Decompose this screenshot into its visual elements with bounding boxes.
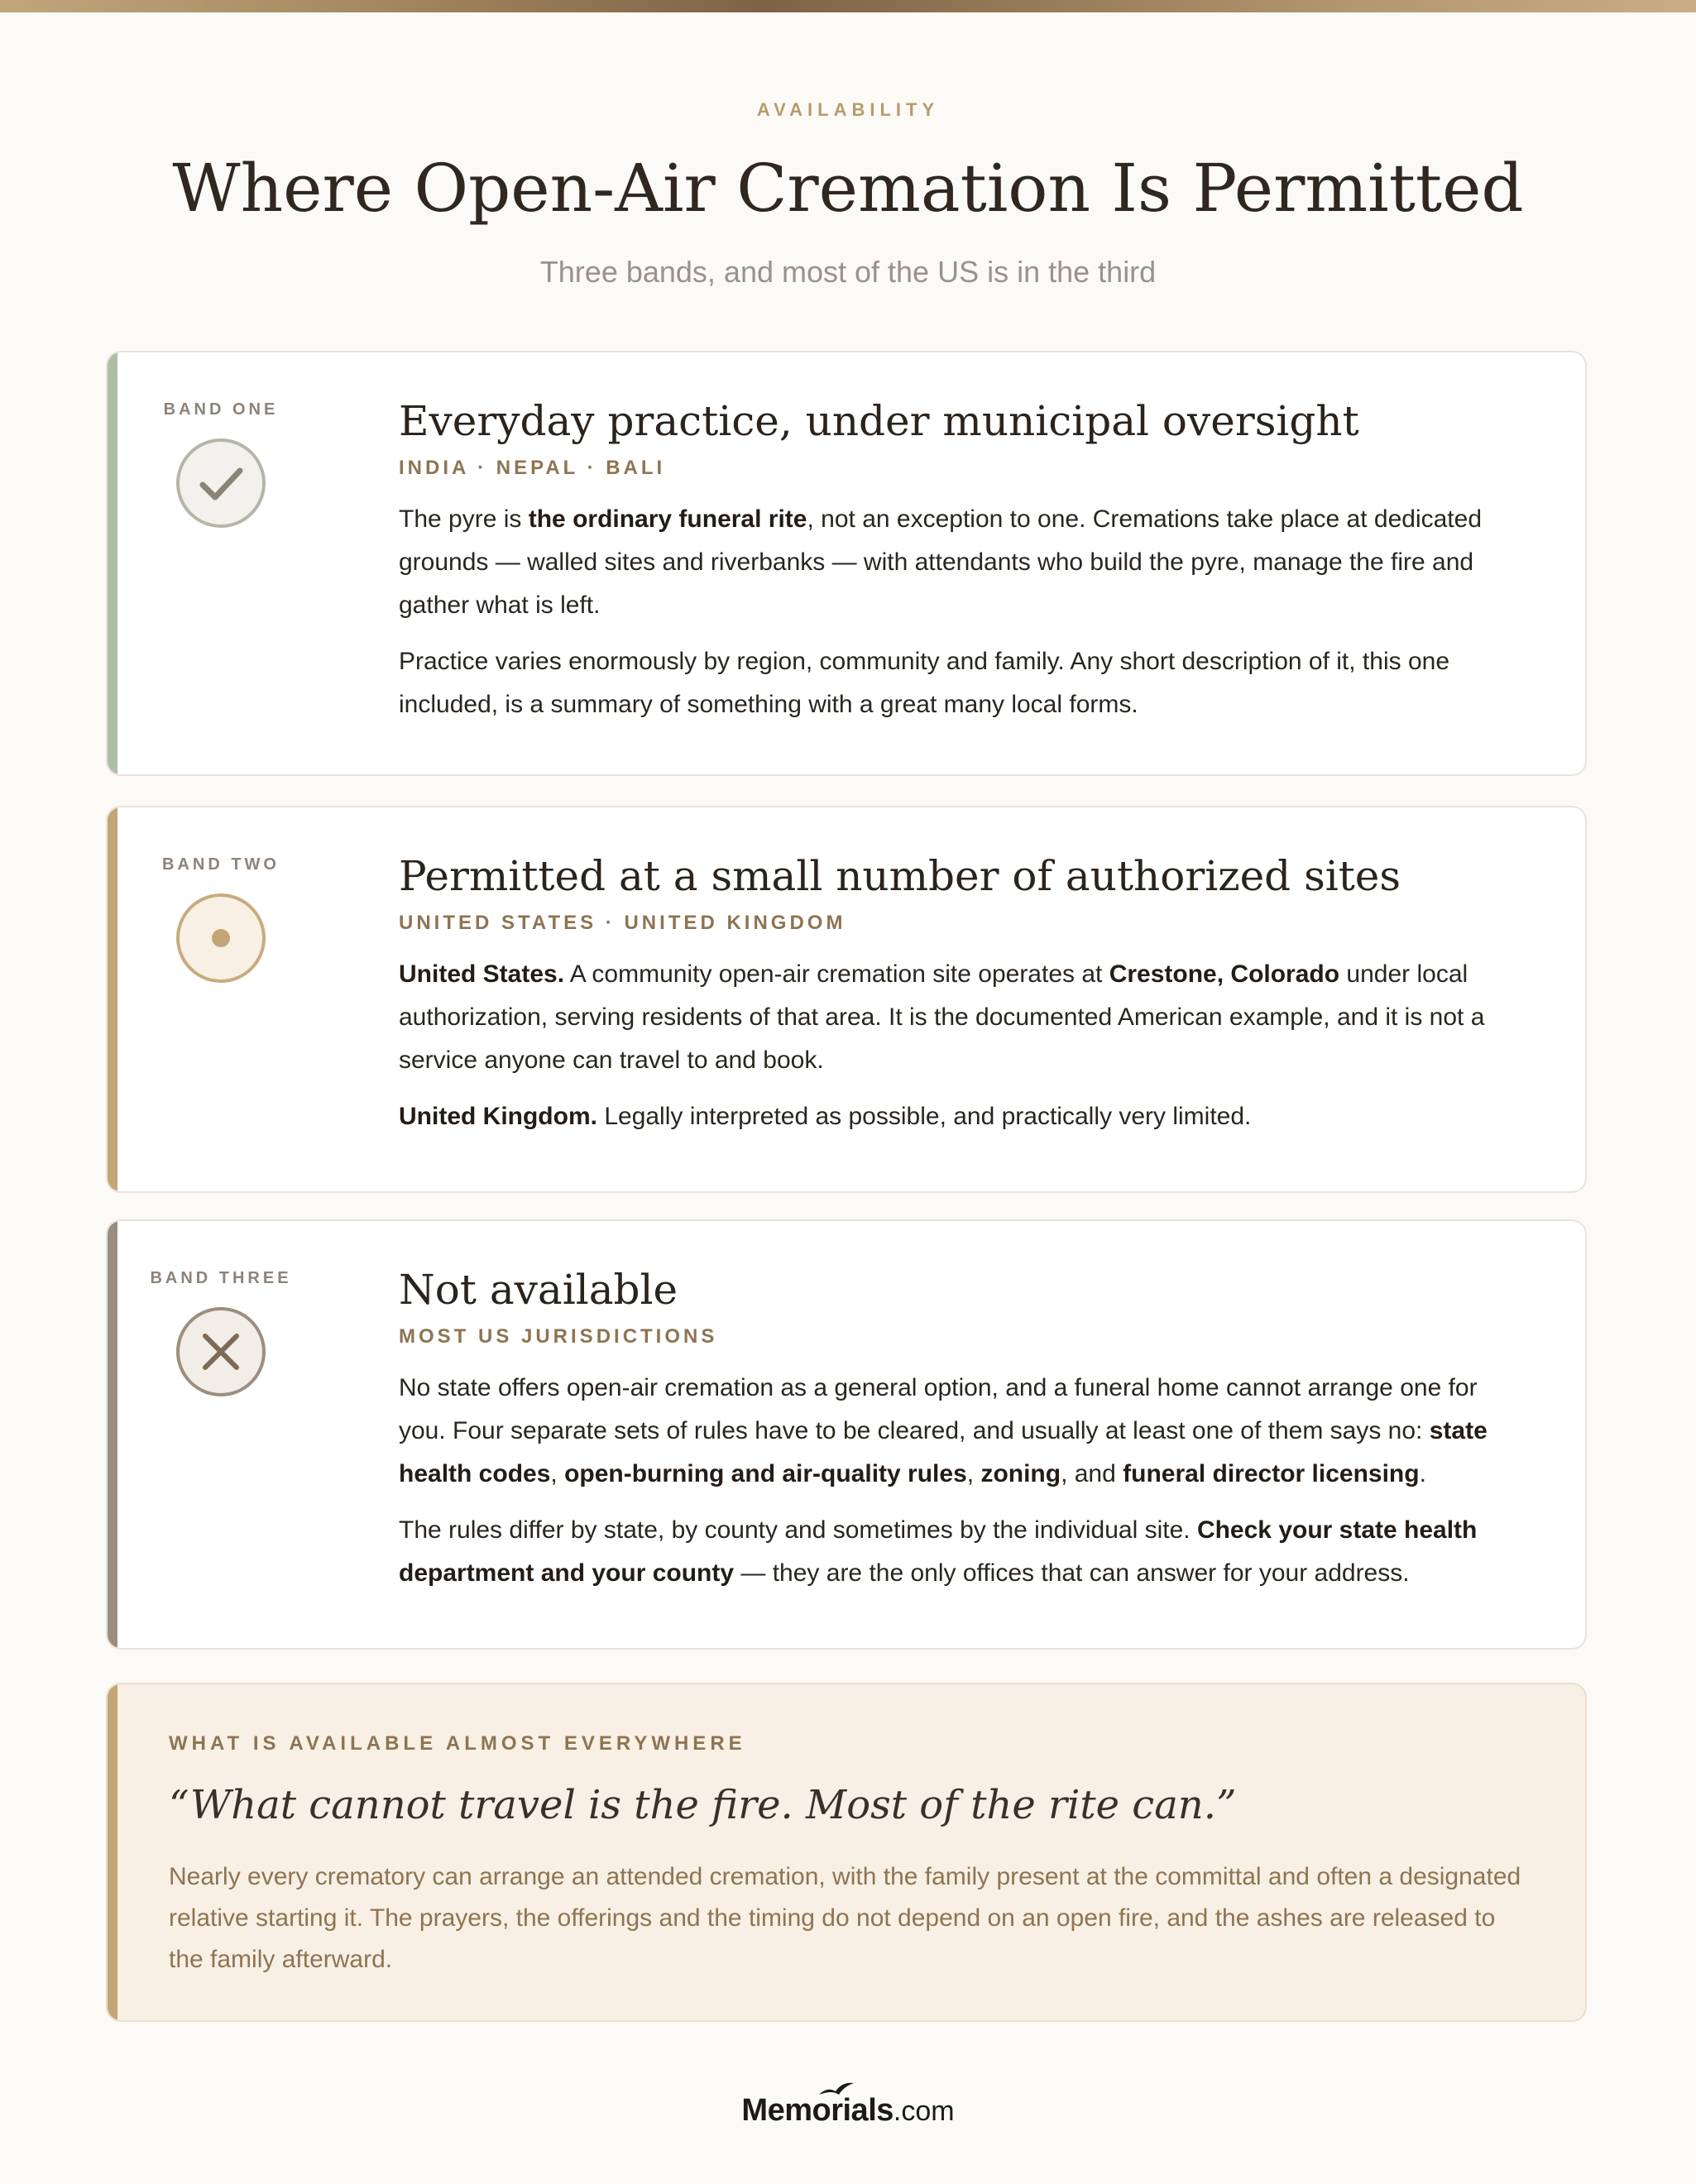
band-one-content: [399, 394, 1494, 726]
band-paragraph: No state offers open-air cremation as a general option, and a funeral home cannot arrange one for you. Four separate sets of rules have to be cleared, and usually at least one of them says no: state health codes, open-burning and air-quality rules, zoning, and funeral director licensing.: [399, 1374, 1488, 1487]
note-quote: “What cannot travel is the fire. Most of the rite can.”: [169, 1782, 1237, 1828]
band-three-card: [106, 1219, 1587, 1650]
available-everywhere-note: [106, 1683, 1587, 2022]
band-label: BAND THREE: [150, 1269, 292, 1287]
band-three-content: [399, 1262, 1494, 1595]
band-one-marker: [117, 352, 324, 529]
note-label: WHAT IS AVAILABLE ALMOST EVERYWHERE: [169, 1732, 746, 1755]
band-one-stripe: [108, 352, 117, 774]
note-content: [169, 1732, 1536, 1980]
band-two-content: [399, 849, 1494, 1138]
band-label: BAND ONE: [163, 400, 279, 419]
memorials-logo: [0, 2093, 1696, 2129]
band-regions: MOST US JURISDICTIONS: [399, 1325, 718, 1348]
band-three-marker: [117, 1221, 324, 1397]
band-two-card: [106, 806, 1587, 1193]
band-heading: Not available: [399, 1266, 678, 1314]
note-body: Nearly every crematory can arrange an attended cremation, with the family present at the committal and often a designated relative starting it. The prayers, the offerings and the timing do not depend on an open fire, and the ashes are released to the family afterward.: [169, 1863, 1521, 1973]
band-paragraph: The rules differ by state, by county and sometimes by the individual site. Check your state health department and your county — they are the only offices that can answer for your address.: [399, 1516, 1478, 1587]
band-two-stripe: [108, 807, 117, 1191]
dot-circle-icon: [175, 893, 266, 984]
band-two-marker: [117, 807, 324, 984]
band-paragraph: United Kingdom. Legally interpreted as possible, and practically very limited.: [399, 1103, 1252, 1130]
logo-wordmark: Memorials: [741, 2093, 893, 2128]
check-icon: [175, 438, 266, 529]
logo-suffix: .com: [893, 2095, 955, 2127]
band-regions: INDIA · NEPAL · BALI: [399, 457, 666, 479]
band-label: BAND TWO: [162, 855, 280, 874]
band-paragraph: The pyre is the ordinary funeral rite, not an exception to one. Cremations take place at dedicated grounds — walled sites and riverbanks — with attendants who build the pyre, manage the fire and gather what is left.: [399, 505, 1483, 619]
band-one-card: [106, 351, 1587, 776]
band-three-stripe: [108, 1221, 117, 1648]
bird-icon: [817, 2080, 855, 2098]
x-icon: [175, 1306, 266, 1397]
band-heading: Everyday practice, under municipal oversight: [399, 397, 1359, 445]
page-title: Where Open-Air Cremation Is Permitted: [172, 150, 1524, 227]
band-heading: Permitted at a small number of authorized sites: [399, 852, 1401, 900]
band-paragraph: United States. A community open-air cremation site operates at Crestone, Colorado under local authorization, serving residents of that area. It is the documented American example, and it is not a service anyone can travel to and book.: [399, 960, 1485, 1074]
band-regions: UNITED STATES · UNITED KINGDOM: [399, 912, 846, 934]
section-eyebrow: AVAILABILITY: [756, 99, 940, 120]
band-paragraph: Practice varies enormously by region, community and family. Any short description of it, this one included, is a summary of something with a great many local forms.: [399, 648, 1450, 718]
note-stripe: [108, 1684, 117, 2020]
top-accent-bar: [0, 0, 1696, 12]
page-subtitle: Three bands, and most of the US is in the third: [539, 255, 1157, 289]
